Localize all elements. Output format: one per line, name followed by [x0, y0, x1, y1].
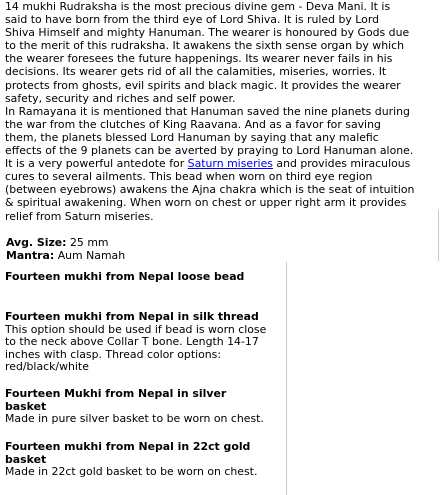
mantra-label: Mantra: — [6, 249, 55, 263]
option-title: Fourteen mukhi from Nepal in silk thread — [5, 310, 259, 323]
description-line: them, the planets blessed Lord Hanuman by saying that any malefic — [5, 130, 379, 144]
mantra-value: Aum Namah — [54, 249, 126, 263]
description-line: the war from the clutches of King Raavana. And as a favor for saving — [5, 117, 381, 131]
description-text: It is a very powerful antedote for — [5, 157, 188, 171]
option-title: Fourteen mukhi from Nepal in 22ct gold — [5, 440, 251, 453]
option-gold-basket[interactable] — [5, 441, 285, 479]
option-silk-thread[interactable] — [5, 311, 285, 374]
option-silver-basket[interactable] — [5, 388, 285, 426]
option-title: Fourteen mukhi from Nepal loose bead — [5, 270, 245, 283]
size-label: Avg. Size: — [6, 236, 67, 249]
description-line: Shiva Himself and mighty Hanuman. The wearer is honoured by Gods due — [5, 26, 410, 40]
divider — [438, 210, 439, 261]
description-line: safety, security and riches and self power. — [5, 91, 236, 105]
product-description — [5, 0, 435, 223]
description-line: decisions. Its wearer gets rid of all the calamities, miseries, worries. It — [5, 65, 387, 79]
option-desc: inches with clasp. Thread color options: — [5, 347, 222, 361]
options-divider — [286, 262, 287, 495]
description-text: and provides miraculous — [272, 157, 411, 171]
option-desc: Made in 22ct gold basket to be worn on chest. — [5, 465, 258, 479]
option-desc: to the neck above Collar T bone. Length 14-17 — [5, 335, 259, 349]
description-line: relief from Saturn miseries. — [5, 209, 154, 223]
option-loose-bead[interactable] — [5, 271, 285, 284]
option-desc: Made in pure silver basket to be worn on chest. — [5, 412, 264, 426]
option-title: basket — [5, 399, 47, 413]
description-line: protects from ghosts, evil spirits and black magic. It provides the wearer — [5, 78, 401, 92]
product-specs — [6, 236, 125, 262]
option-title: basket — [5, 452, 47, 466]
description-line: 14 mukhi Rudraksha is the most precious divine gem - Deva Mani. It is — [5, 0, 391, 13]
option-desc: red/black/white — [5, 360, 89, 374]
saturn-miseries-link[interactable]: Saturn miseries — [187, 157, 273, 171]
description-line: & spiritual awakening. When worn on chest or upper right arm it provides — [5, 196, 407, 210]
size-value: 25 mm — [66, 236, 109, 249]
mantra-row — [6, 249, 125, 262]
description-line: In Ramayana it is mentioned that Hanuman saved the nine planets during — [5, 104, 410, 118]
size-row — [6, 236, 125, 249]
description-line: said to have born from the third eye of Lord Shiva. It is ruled by Lord — [5, 13, 380, 27]
description-line: (between eyebrows) awakens the Ajna chakra which is the seat of intuition — [5, 183, 415, 197]
description-line: effects of the 9 planets can be averted by praying to Lord Hanuman alone. — [5, 144, 414, 158]
description-line: the wearer foresees the future happenings. Its wearer never fails in his — [5, 52, 393, 66]
option-desc: This option should be used if bead is worn close — [5, 322, 267, 336]
description-line — [5, 157, 435, 170]
option-title: Fourteen Mukhi from Nepal in silver — [5, 387, 227, 400]
description-line: to the merit of this rudraksha. It awakens the sixth sense organ by which — [5, 39, 405, 53]
description-line: cures to several ailments. This bead when worn on third eye region — [5, 170, 373, 184]
